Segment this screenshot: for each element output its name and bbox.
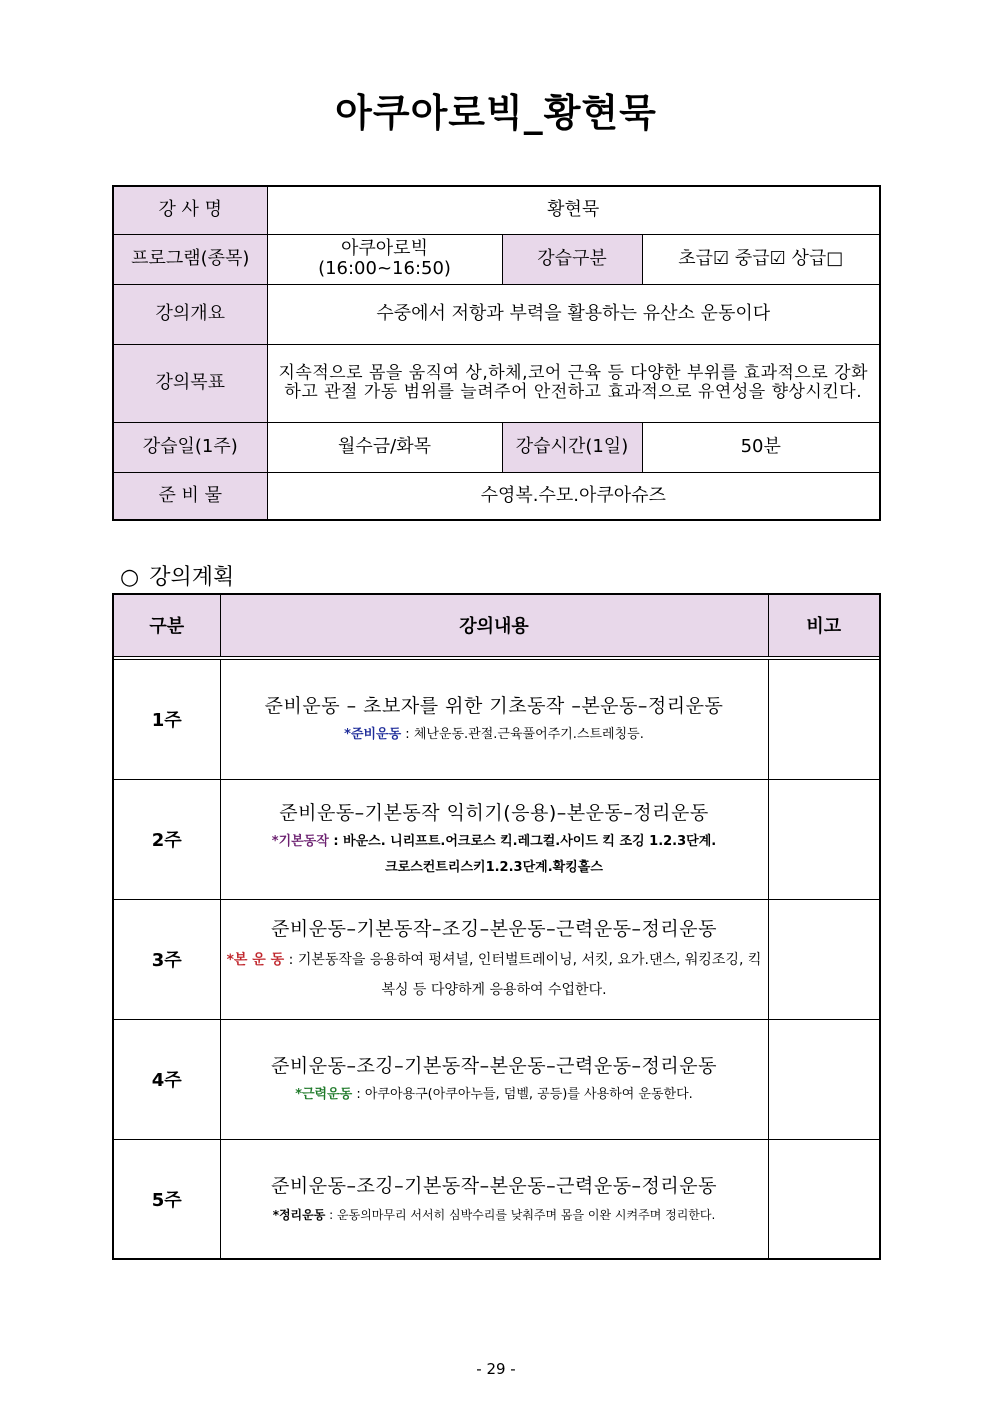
course-info-table (112, 185, 881, 521)
page-number: - 29 - (476, 1360, 516, 1378)
content-cell (220, 779, 768, 899)
supplies-value: 수영복.수모.아쿠아슈즈 (267, 472, 880, 520)
note-cell (768, 779, 880, 899)
content-cell (220, 899, 768, 1019)
program-label: 프로그램(종목) (113, 234, 267, 284)
lesson-main: 준비운동–기본동작 익히기(응용)–본운동–정리운동 (279, 802, 709, 824)
instructor-value: 황현묵 (267, 186, 880, 234)
level-label: 강습구분 (502, 234, 642, 284)
week-cell: 4주 (113, 1019, 220, 1139)
table-row (113, 1019, 880, 1139)
detail-text: : 아쿠아용구(아쿠아누들, 덤벨, 공등)를 사용하여 운동한다. (352, 1087, 693, 1102)
overview-value: 수중에서 저항과 부력을 활용하는 유산소 운동이다 (267, 284, 880, 344)
section-title: 강의계획 (149, 565, 235, 590)
lesson-detail (227, 722, 762, 748)
detail-keyword: *기본동작 (271, 834, 329, 849)
lesson-detail (227, 1202, 762, 1228)
note-cell (768, 659, 880, 779)
note-cell (768, 1019, 880, 1139)
table-row (113, 1139, 880, 1259)
program-value (267, 234, 502, 284)
detail-keyword: *본 운 동 (226, 952, 285, 968)
lesson-main: 준비운동–조깅–기본동작–본운동–근력운동–정리운동 (271, 1055, 717, 1077)
content-cell (220, 1139, 768, 1259)
detail-keyword: *준비운동 (344, 727, 402, 742)
circle-bullet-icon: ○ (120, 565, 140, 590)
header-week: 구분 (113, 594, 220, 656)
week-cell: 1주 (113, 659, 220, 779)
goal-value: 지속적으로 몸을 움직여 상,하체,코어 근육 등 다양한 부위를 효과적으로 강화하고 관절 가동 범위를 늘려주어 안전하고 효과적으로 유연성을 향상시킨다. (267, 344, 880, 422)
note-cell (768, 1139, 880, 1259)
content-cell (220, 1019, 768, 1139)
detail-text: : 바운스. 니리프트.어크로스 킥.레그컬.사이드 킥 조깅 1.2.3단계.크로스컨트리스키1.2.3단계.확킹홀스 (328, 834, 717, 875)
week-cell: 2주 (113, 779, 220, 899)
goal-label: 강의목표 (113, 344, 267, 422)
program-name: 아쿠아로빅 (341, 238, 428, 259)
overview-label: 강의개요 (113, 284, 267, 344)
lesson-plan-table (112, 593, 881, 1260)
table-row (113, 779, 880, 899)
lesson-detail (227, 945, 762, 1005)
program-time: (16:00~16:50) (318, 258, 451, 279)
week-cell: 3주 (113, 899, 220, 1019)
lesson-main: 준비운동–기본동작–조깅–본운동–근력운동–정리운동 (271, 918, 717, 940)
lesson-detail (227, 829, 762, 881)
detail-text: : 기본동작을 응용하여 펑셔널, 인터벌트레이닝, 서킷, 요가.댄스, 워킹조깅, 킥복싱 등 다양하게 응용하여 수업한다. (284, 952, 762, 998)
lesson-main: 준비운동–조깅–기본동작–본운동–근력운동–정리운동 (271, 1174, 717, 1197)
header-content: 강의내용 (220, 594, 768, 656)
header-note: 비고 (768, 594, 880, 656)
duration-value: 50분 (642, 422, 880, 472)
lesson-main: 준비운동 – 초보자를 위한 기초동작 –본운동–정리운동 (264, 695, 724, 717)
table-row (113, 899, 880, 1019)
detail-keyword: *정리운동 (272, 1207, 326, 1222)
detail-text: : 운동의마무리 서서히 심박수리를 낮춰주며 몸을 이완 시켜주며 정리한다. (325, 1207, 716, 1222)
note-cell (768, 899, 880, 1019)
instructor-label: 강 사 명 (113, 186, 267, 234)
days-label: 강습일(1주) (113, 422, 267, 472)
page-title: 아쿠아로빅_황현묵 (335, 91, 657, 135)
level-value: 초급☑ 중급☑ 상급□ (642, 234, 880, 284)
table-row (113, 659, 880, 779)
content-cell (220, 659, 768, 779)
duration-label: 강습시간(1일) (502, 422, 642, 472)
section-heading (120, 560, 234, 591)
detail-text: : 체난운동.관절.근육풀어주기.스트레칭등. (401, 727, 644, 742)
days-value: 월수금/화목 (267, 422, 502, 472)
week-cell: 5주 (113, 1139, 220, 1259)
lesson-detail (227, 1082, 762, 1108)
supplies-label: 준 비 물 (113, 472, 267, 520)
detail-keyword: *근력운동 (295, 1087, 353, 1102)
